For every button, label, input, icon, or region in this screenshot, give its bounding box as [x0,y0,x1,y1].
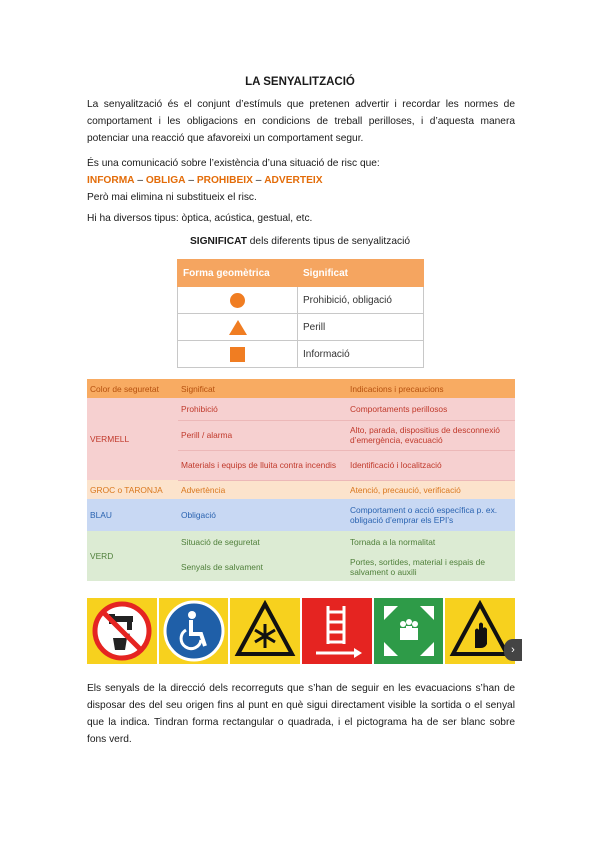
safety-color-table [87,379,515,581]
emergency-assembly-sign-icon [374,598,444,664]
keyword-adverteix: ADVERTEIX [264,175,323,186]
indication-cell: Comportament o acció específica p. ex. obligació d’emprar els EPI’s [347,499,515,531]
safety-signs-strip [87,598,515,664]
shape-meaning-table [177,259,424,368]
communication-lead: És una comunicació sobre l’existència d’una situació de risc que: [87,158,380,169]
intro-paragraph: La senyalització és el conjunt d’estímuls que pretenen advertir i recordar les normes de comportament i les obligacions en condicions de treball perilloses, i d’aquesta manera potenciar una reacció que afavoreixi un comportament segur. [87,99,515,144]
color-green-label: VERD [87,531,178,581]
types-paragraph: Hi ha diversos tipus: òptica, acústica, gestual, etc. [87,213,313,224]
meaning-cell: Informació [298,341,424,368]
header-shape: Forma geomètrica [178,260,298,287]
keyword-informa: INFORMA [87,175,135,186]
circle-shape-icon [230,293,245,308]
shape-table-header [178,260,424,287]
indication-cell: Identificació i localització [347,450,515,480]
meaning-cell: Situació de seguretat [178,531,347,553]
meaning-cell: Perill [298,314,424,341]
color-table-header [87,379,515,398]
wheelchair-sign-icon [159,598,229,664]
keyword-line [87,172,515,189]
triangle-shape-icon [229,320,247,335]
table-row [87,531,515,553]
indication-cell: Atenció, precaució, verificació [347,480,515,499]
indication-cell: Portes, sortides, material i espais de salvament o auxili [347,553,515,581]
indication-cell: Alto, parada, dispositius de desconnexió d’emergència, evacuació [347,420,515,450]
keyword-prohibeix: PROHIBEIX [196,175,253,186]
risk-note: Però mai elimina ni substitueix el risc. [87,192,257,203]
header-indications: Indicacions i precaucions [347,379,515,398]
keyword-obliga: OBLIGA [145,175,186,186]
closing-paragraph: Els senyals de la direcció dels recorreguts que s’han de seguir en les evacuacions s’han de disposar des del seu origen fins al punt en què sigui directament visible la sortida o el senyal que la indica. Tindran forma rectangular o quadrada, i el pictograma ha de ser blanc sobre fons verd. [87,683,515,745]
keyword-separator: – [252,175,265,186]
keyword-separator: – [185,175,197,186]
fire-ladder-sign-icon [302,598,372,664]
keyword-separator: – [134,175,146,186]
indication-cell: Comportaments perillosos [347,398,515,420]
meaning-cell: Materials i equips de lluita contra incendis [178,450,347,480]
table-row [87,499,515,531]
header-meaning: Significat [298,260,424,287]
meaning-cell: Prohibició [178,398,347,420]
table-row [87,398,515,420]
indication-cell: Tornada a la normalitat [347,531,515,553]
table-row [178,341,424,368]
header-meaning: Significat [178,379,347,398]
header-color: Color de seguretat [87,379,178,398]
communication-block [87,155,515,206]
meaning-cell: Perill / alarma [178,420,347,450]
meaning-cell: Obligació [178,499,347,531]
meaning-cell: Advertència [178,480,347,499]
page-title: LA SENYALITZACIÓ [245,76,355,88]
low-temperature-sign-icon [230,598,300,664]
table-row [178,287,424,314]
subtitle-bold: SIGNIFICAT [189,236,247,247]
meaning-cell: Prohibició, obligació [298,287,424,314]
table-row [178,314,424,341]
no-drinking-water-sign-icon [87,598,157,664]
color-yellow-label: GROC o TARONJA [87,480,178,499]
table-row [87,480,515,499]
meaning-cell: Senyals de salvament [178,553,347,581]
color-red-label: VERMELL [87,398,178,480]
table-subtitle [0,236,600,247]
square-shape-icon [230,347,245,362]
carousel-next-arrow-icon[interactable]: › [504,639,522,661]
color-blue-label: BLAU [87,499,178,531]
subtitle-rest: dels diferents tipus de senyalització [246,236,411,247]
